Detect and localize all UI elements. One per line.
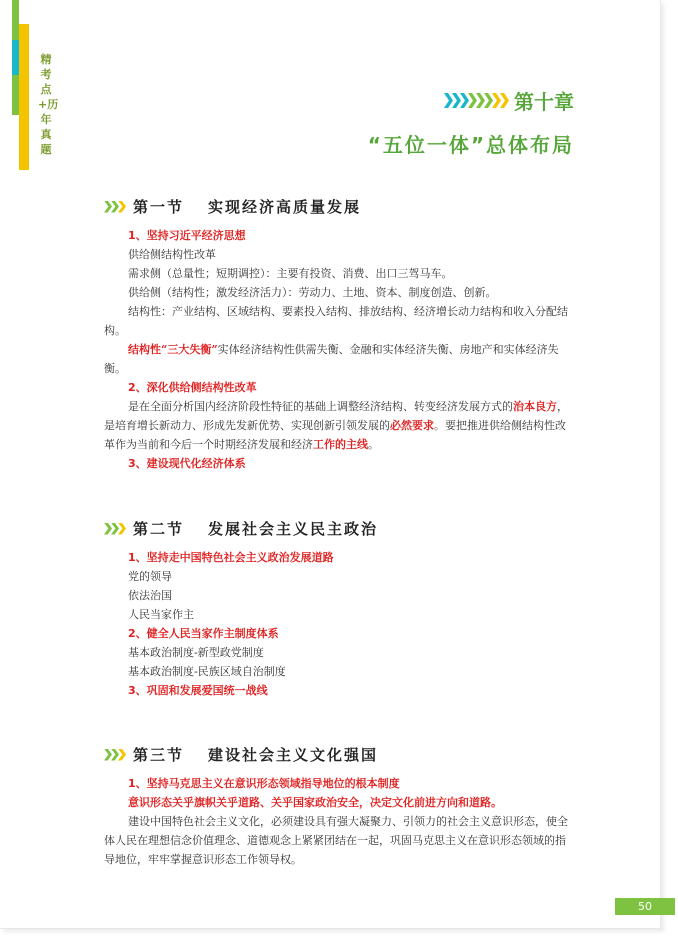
text-line: 供给侧结构性改革	[128, 248, 216, 261]
decor-strip-cyan	[12, 40, 19, 75]
section-number: 第二节	[133, 520, 185, 538]
section-heading-2	[104, 518, 378, 539]
text-line: 基本政治制度-新型政党制度	[128, 646, 264, 659]
text-paragraph: 建设中国特色社会主义文化，必须建设具有强大凝聚力、引领力的社会主义意识形态，使全体人民在理想信念价值理念、道德观念上紧紧团结在一起，巩固马克思主义在意识形态领域的指导地位，牢牢掌握意识形态工作领导权。	[104, 815, 568, 866]
section-heading-3	[104, 744, 378, 765]
chevrons-icon	[444, 93, 508, 108]
decor-strip-yellow	[19, 24, 29, 170]
chevrons-icon	[104, 201, 125, 213]
chevrons-icon	[104, 523, 125, 535]
chevrons-icon	[104, 749, 125, 761]
section-1-content	[104, 226, 576, 473]
section-title: 发展社会主义民主政治	[208, 520, 379, 538]
section-2-content	[128, 548, 576, 700]
text-line: 供给侧（结构性；激发经济活力）：劳动力、土地、资本、制度创造、创新。	[128, 286, 497, 299]
text-line: 依法治国	[128, 589, 172, 602]
text-line: 人民当家作主	[128, 608, 194, 621]
section-title: 建设社会主义文化强国	[208, 746, 379, 764]
section-title: 实现经济高质量发展	[208, 198, 362, 216]
section-3-content	[104, 774, 576, 869]
subheading: 1、坚持走中国特色社会主义政治发展道路	[128, 551, 334, 564]
subheading: 3、建设现代化经济体系	[128, 457, 246, 470]
text-line: 基本政治制度-民族区域自治制度	[128, 665, 286, 678]
section-number: 第三节	[133, 746, 185, 764]
side-label: 精考点+历年真题	[38, 53, 59, 156]
subheading: 1、坚持习近平经济思想	[128, 229, 246, 242]
subheading: 1、坚持马克思主义在意识形态领域指导地位的根本制度	[128, 777, 400, 790]
subheading: 3、巩固和发展爱国统一战线	[128, 684, 268, 697]
text-paragraph: 结构性：产业结构、区域结构、要素投入结构、排放结构、经济增长动力结构和收入分配结构。	[104, 305, 568, 337]
text-line: 需求侧（总量性；短期调控）：主要有投资、消费、出口三驾马车。	[128, 267, 453, 280]
chapter-header	[368, 86, 574, 158]
chapter-title: “五位一体”总体布局	[367, 133, 574, 157]
subheading: 意识形态关乎旗帜关乎道路、关乎国家政治安全，决定文化前进方向和道路。	[128, 796, 502, 809]
section-heading-1	[104, 196, 361, 217]
subheading: 2、健全人民当家作主制度体系	[128, 627, 279, 640]
text-paragraph: 是在全面分析国内经济阶段性特征的基础上调整经济结构、转变经济发展方式的治本良方，是培育增长新动力、形成先发新优势、实现创新引领发展的必然要求。要把推进供给侧结构性改革作为当前和今后一个时期经济发展和经济工作的主线。	[104, 400, 568, 451]
section-number: 第一节	[133, 198, 185, 216]
text-paragraph: 结构性“三大失衡”实体经济结构性供需失衡、金融和实体经济失衡、房地产和实体经济失衡。	[104, 343, 559, 375]
text-line: 党的领导	[128, 570, 172, 583]
subheading: 2、深化供给侧结构性改革	[128, 381, 257, 394]
page-number: 50	[615, 898, 675, 915]
chapter-number: 第十章	[514, 90, 574, 114]
